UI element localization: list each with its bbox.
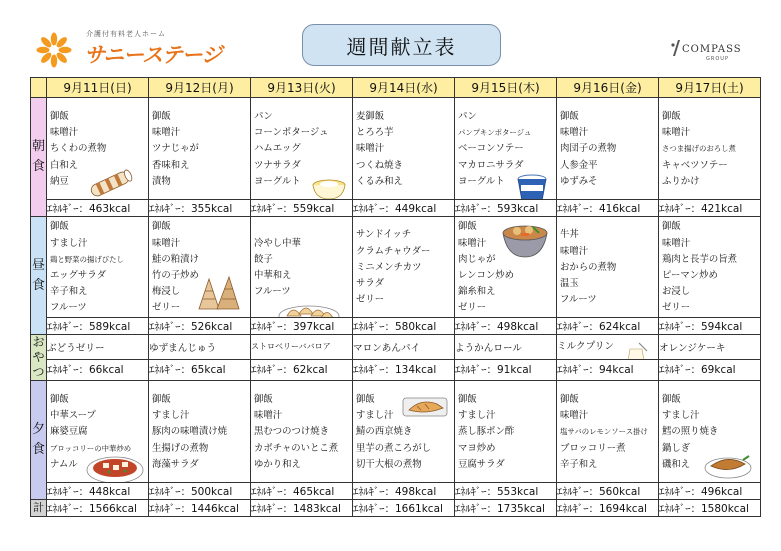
dish: ベーコンソテー <box>458 143 524 155</box>
dinner-cell <box>659 381 761 483</box>
snack-kcal-row <box>31 359 761 380</box>
company-group: GROUP <box>706 56 729 62</box>
dish: 納豆 <box>50 175 69 187</box>
dish: 竹の子炒め <box>152 270 199 281</box>
date-header: 9月13日(火) <box>251 78 353 98</box>
breakfast-cell <box>149 98 251 200</box>
kcal-cell: ｴﾈﾙｷﾞｰ：580kcal <box>353 318 455 335</box>
dish: 黒むつのつけ焼き <box>254 426 330 438</box>
dish: ゼリー <box>662 302 691 314</box>
dish: フルーツ <box>560 294 597 306</box>
dinner-cell <box>149 381 251 483</box>
kcal-cell: ｴﾈﾙｷﾞｰ：448kcal <box>47 483 149 500</box>
dish: 御飯 <box>662 221 681 233</box>
dish: 梅浸し <box>152 286 181 298</box>
kcal-cell: ｴﾈﾙｷﾞｰ：65kcal <box>149 359 251 380</box>
kcal-cell: ｴﾈﾙｷﾞｰ：421kcal <box>659 200 761 217</box>
dish: 辛子和え <box>50 286 88 298</box>
dish: 御飯 <box>254 393 273 405</box>
kcal-cell: ｴﾈﾙｷﾞｰ：465kcal <box>251 483 353 500</box>
snack-row <box>31 335 761 360</box>
lunch-cell <box>149 217 251 318</box>
lunch-cell <box>353 217 455 318</box>
dish: 御飯 <box>662 393 681 405</box>
date-header: 9月17日(土) <box>659 78 761 98</box>
dish: さつま揚げのおろし煮 <box>662 144 736 154</box>
kcal-cell: ｴﾈﾙｷﾞｰ：589kcal <box>47 318 149 335</box>
snack-cell: ミルクプリン <box>557 335 659 360</box>
dish: 塩サバのレモンソース掛け <box>560 427 648 437</box>
dish: すまし汁 <box>356 410 394 422</box>
pudding-illustration <box>621 339 651 359</box>
dish: ゼリー <box>458 302 487 314</box>
total-label: 計 <box>31 500 47 517</box>
dish: フルーツ <box>50 302 87 314</box>
kcal-cell: ｴﾈﾙｷﾞｰ：560kcal <box>557 483 659 500</box>
dish: 里芋の煮ころがし <box>356 442 432 454</box>
lunch-row <box>31 217 761 318</box>
dish: とろろ芋 <box>356 127 394 139</box>
kcal-cell: ｴﾈﾙｷﾞｰ：62kcal <box>251 359 353 380</box>
lunch-cell <box>455 217 557 318</box>
lunch-cell <box>557 217 659 318</box>
dish: 味噌汁 <box>50 127 79 139</box>
dish: クラムチャウダー <box>356 245 431 257</box>
dish: すまし汁 <box>458 410 496 422</box>
dish: 鶏肉と長芋の旨煮 <box>662 253 738 265</box>
dish: ブロッコリーの中華炒め <box>50 443 132 453</box>
dish: エッグサラダ <box>50 270 106 281</box>
dish: パン <box>458 110 477 122</box>
dish: 御飯 <box>50 393 69 405</box>
dish: 鱈の照り焼き <box>662 426 719 438</box>
dish: 味噌汁 <box>152 237 181 249</box>
dish: 御飯 <box>50 221 69 233</box>
dish: 肉団子の煮物 <box>560 143 617 155</box>
dish: ピーマン炒め <box>662 270 718 281</box>
kcal-cell: ｴﾈﾙｷﾞｰ：496kcal <box>659 483 761 500</box>
dish: ヨーグルト <box>254 175 301 187</box>
breakfast-row <box>31 98 761 200</box>
dish: 中華スープ <box>50 410 96 422</box>
facility-subtitle: 介護付有料老人ホーム <box>86 30 166 38</box>
dish: 辛子和え <box>560 458 598 470</box>
dish: 味噌汁 <box>458 237 487 249</box>
dish: 豆腐サラダ <box>458 458 505 470</box>
dish: レンコン炒め <box>458 270 515 281</box>
dish: 肉じゃが <box>458 253 496 265</box>
total-kcal-cell: ｴﾈﾙｷﾞｰ：1735kcal <box>455 500 557 517</box>
kcal-cell: ｴﾈﾙｷﾞｰ：553kcal <box>455 483 557 500</box>
dish: ゆずみそ <box>560 175 598 187</box>
kcal-cell: ｴﾈﾙｷﾞｰ：355kcal <box>149 200 251 217</box>
breakfast-cell <box>353 98 455 200</box>
dish: 切干大根の煮物 <box>356 458 422 470</box>
total-row <box>31 500 761 517</box>
kcal-cell: ｴﾈﾙｷﾞｰ：624kcal <box>557 318 659 335</box>
dish: ゼリー <box>152 302 181 314</box>
dish: 御飯 <box>356 393 375 405</box>
kcal-cell: ｴﾈﾙｷﾞｰ：593kcal <box>455 200 557 217</box>
dish: ヨーグルト <box>458 175 505 187</box>
gyoza-illustration <box>277 298 341 318</box>
facility-name: サニーステージ <box>84 43 222 67</box>
dish: 牛丼 <box>560 229 579 241</box>
dish: ツナサラダ <box>254 159 301 171</box>
snack-cell: ゆずまんじゅう <box>149 335 251 360</box>
dish: くるみ和え <box>356 175 403 187</box>
total-kcal-cell: ｴﾈﾙｷﾞｰ：1446kcal <box>149 500 251 517</box>
date-header: 9月14日(水) <box>353 78 455 98</box>
dish: 麦御飯 <box>356 110 385 122</box>
teriyaki-fish-illustration <box>703 448 753 480</box>
company-name: COMPASS <box>682 44 742 55</box>
total-kcal-cell: ｴﾈﾙｷﾞｰ：1694kcal <box>557 500 659 517</box>
breakfast-cell <box>455 98 557 200</box>
dish: 味噌汁 <box>356 143 385 155</box>
kcal-cell: ｴﾈﾙｷﾞｰ：91kcal <box>455 359 557 380</box>
dish: おからの煮物 <box>560 261 617 273</box>
dish: 御飯 <box>458 393 477 405</box>
dish: 香味和え <box>152 159 190 171</box>
dish: 中華和え <box>254 270 292 281</box>
dish: ゼリー <box>356 294 385 306</box>
nikujaga-bowl-illustration <box>499 219 551 259</box>
snack-cell: ストロベリーババロア <box>251 335 353 360</box>
dish: ゆかり和え <box>254 458 301 470</box>
chikuwa-illustration <box>85 169 135 199</box>
dish: 餃子 <box>254 253 273 265</box>
dish: 御飯 <box>662 110 681 122</box>
dinner-kcal-row <box>31 483 761 500</box>
lunch-cell <box>659 217 761 318</box>
dish: 味噌汁 <box>560 245 589 257</box>
dish: 御飯 <box>458 221 477 233</box>
corner-cell <box>31 78 47 98</box>
dinner-cell <box>557 381 659 483</box>
kcal-cell: ｴﾈﾙｷﾞｰ：66kcal <box>47 359 149 380</box>
lunch-kcal-row <box>31 318 761 335</box>
kcal-cell: ｴﾈﾙｷﾞｰ：594kcal <box>659 318 761 335</box>
total-kcal-cell: ｴﾈﾙｷﾞｰ：1566kcal <box>47 500 149 517</box>
kcal-cell: ｴﾈﾙｷﾞｰ：134kcal <box>353 359 455 380</box>
dish: 豚肉の味噌漬け焼 <box>152 426 228 438</box>
dish: ちくわの煮物 <box>50 143 107 155</box>
dinner-label: 夕 食 <box>31 381 47 500</box>
dish: 味噌汁 <box>662 127 691 139</box>
dish: 御飯 <box>152 221 171 233</box>
dish: ハムエッグ <box>254 143 301 155</box>
breakfast-kcal-row <box>31 200 761 217</box>
dish: つくね焼き <box>356 159 403 171</box>
kcal-cell: ｴﾈﾙｷﾞｰ：69kcal <box>659 359 761 380</box>
dish: 漬物 <box>152 175 171 187</box>
dish: 味噌汁 <box>662 237 691 249</box>
dish: 御飯 <box>560 110 579 122</box>
company-logo <box>662 40 752 64</box>
dish: コーンポタージュ <box>254 127 329 139</box>
breakfast-cell <box>659 98 761 200</box>
lunch-cell <box>47 217 149 318</box>
date-header: 9月16日(金) <box>557 78 659 98</box>
dish: ミニメンチカツ <box>356 261 422 273</box>
dish: 味噌汁 <box>254 410 283 422</box>
snack-cell: ようかんロール <box>455 335 557 360</box>
dish: 人参金平 <box>560 159 598 171</box>
snack-cell: オレンジケーキ <box>659 335 761 360</box>
dinner-cell <box>455 381 557 483</box>
kcal-cell: ｴﾈﾙｷﾞｰ：397kcal <box>251 318 353 335</box>
dish: カボチャのいとこ煮 <box>254 442 339 454</box>
dish: 麻婆豆腐 <box>50 426 88 438</box>
sun-flower-logo-icon <box>34 32 74 68</box>
dish: フルーツ <box>254 286 291 298</box>
dish: 磯和え <box>662 458 691 470</box>
dish: マヨ炒め <box>458 442 496 454</box>
dish: 鮭の粕漬け <box>152 253 199 265</box>
dish: 鶏と野菜の揚げびたし <box>50 254 124 264</box>
dish: サラダ <box>356 278 385 290</box>
yogurt-cup-illustration <box>309 173 349 200</box>
facility-logo <box>34 28 222 70</box>
dish: すまし汁 <box>662 410 700 422</box>
dish: 御飯 <box>560 393 579 405</box>
dish: 冷やし中華 <box>254 237 301 249</box>
dish: 生揚げの煮物 <box>152 442 209 454</box>
dish: ナムル <box>50 458 78 470</box>
yogurt-illustration <box>515 171 549 200</box>
dish: すまし汁 <box>50 237 88 249</box>
lunch-cell <box>251 217 353 318</box>
dish: 御飯 <box>50 110 69 122</box>
lunch-label: 昼 食 <box>31 217 47 335</box>
kcal-cell: ｴﾈﾙｷﾞｰ：559kcal <box>251 200 353 217</box>
kcal-cell: ｴﾈﾙｷﾞｰ：449kcal <box>353 200 455 217</box>
kcal-cell: ｴﾈﾙｷﾞｰ：94kcal <box>557 359 659 380</box>
date-header: 9月12日(月) <box>149 78 251 98</box>
dish: 白和え <box>50 159 79 171</box>
snack-cell: ぶどうゼリー <box>47 335 149 360</box>
dish: ふりかけ <box>662 175 700 187</box>
dish: パンプキンポタージュ <box>458 128 532 138</box>
date-header-row <box>31 78 761 98</box>
dish: マカロニサラダ <box>458 159 524 171</box>
dish: 御飯 <box>152 110 171 122</box>
kcal-cell: ｴﾈﾙｷﾞｰ：416kcal <box>557 200 659 217</box>
total-kcal-cell: ｴﾈﾙｷﾞｰ：1580kcal <box>659 500 761 517</box>
dish: 海藻サラダ <box>152 458 199 470</box>
dish: お浸し <box>662 286 691 298</box>
dish: 御飯 <box>152 393 171 405</box>
weekly-menu-table <box>30 77 761 517</box>
dish: 鍋しぎ <box>662 442 691 454</box>
grilled-fish-illustration <box>401 392 449 420</box>
kcal-cell: ｴﾈﾙｷﾞｰ：526kcal <box>149 318 251 335</box>
breakfast-cell <box>251 98 353 200</box>
dish: すまし汁 <box>152 410 190 422</box>
dinner-cell <box>47 381 149 483</box>
breakfast-cell <box>47 98 149 200</box>
total-kcal-cell: ｴﾈﾙｷﾞｰ：1661kcal <box>353 500 455 517</box>
dish: 鯖の西京焼き <box>356 426 413 438</box>
compass-logo-icon <box>670 40 682 56</box>
breakfast-cell <box>557 98 659 200</box>
page-title: 週間献立表 <box>302 24 501 66</box>
dish: 味噌汁 <box>560 127 589 139</box>
dish: 味噌汁 <box>560 410 589 422</box>
mapo-tofu-illustration <box>85 450 145 483</box>
dinner-row <box>31 381 761 483</box>
kcal-cell: ｴﾈﾙｷﾞｰ：498kcal <box>455 318 557 335</box>
dish: ブロッコリー煮 <box>560 442 626 454</box>
kcal-cell: ｴﾈﾙｷﾞｰ：500kcal <box>149 483 251 500</box>
date-header: 9月11日(日) <box>47 78 149 98</box>
dish: キャベツソテー <box>662 159 728 171</box>
total-kcal-cell: ｴﾈﾙｷﾞｰ：1483kcal <box>251 500 353 517</box>
dish: 蒸し豚ポン酢 <box>458 426 515 438</box>
breakfast-label: 朝 食 <box>31 98 47 217</box>
dish: 味噌汁 <box>152 127 181 139</box>
dish: 錦糸和え <box>458 286 496 298</box>
dish: パン <box>254 110 273 122</box>
dinner-cell <box>251 381 353 483</box>
dinner-cell <box>353 381 455 483</box>
snack-cell: マロンあんパイ <box>353 335 455 360</box>
kcal-cell: ｴﾈﾙｷﾞｰ：498kcal <box>353 483 455 500</box>
dish: 温玉 <box>560 278 579 290</box>
dish: サンドイッチ <box>356 229 412 241</box>
snack-label: お や つ <box>32 335 45 379</box>
bamboo-shoot-illustration <box>193 273 243 313</box>
dish: ツナじゃが <box>152 143 199 155</box>
kcal-cell: ｴﾈﾙｷﾞｰ：463kcal <box>47 200 149 217</box>
date-header: 9月15日(木) <box>455 78 557 98</box>
